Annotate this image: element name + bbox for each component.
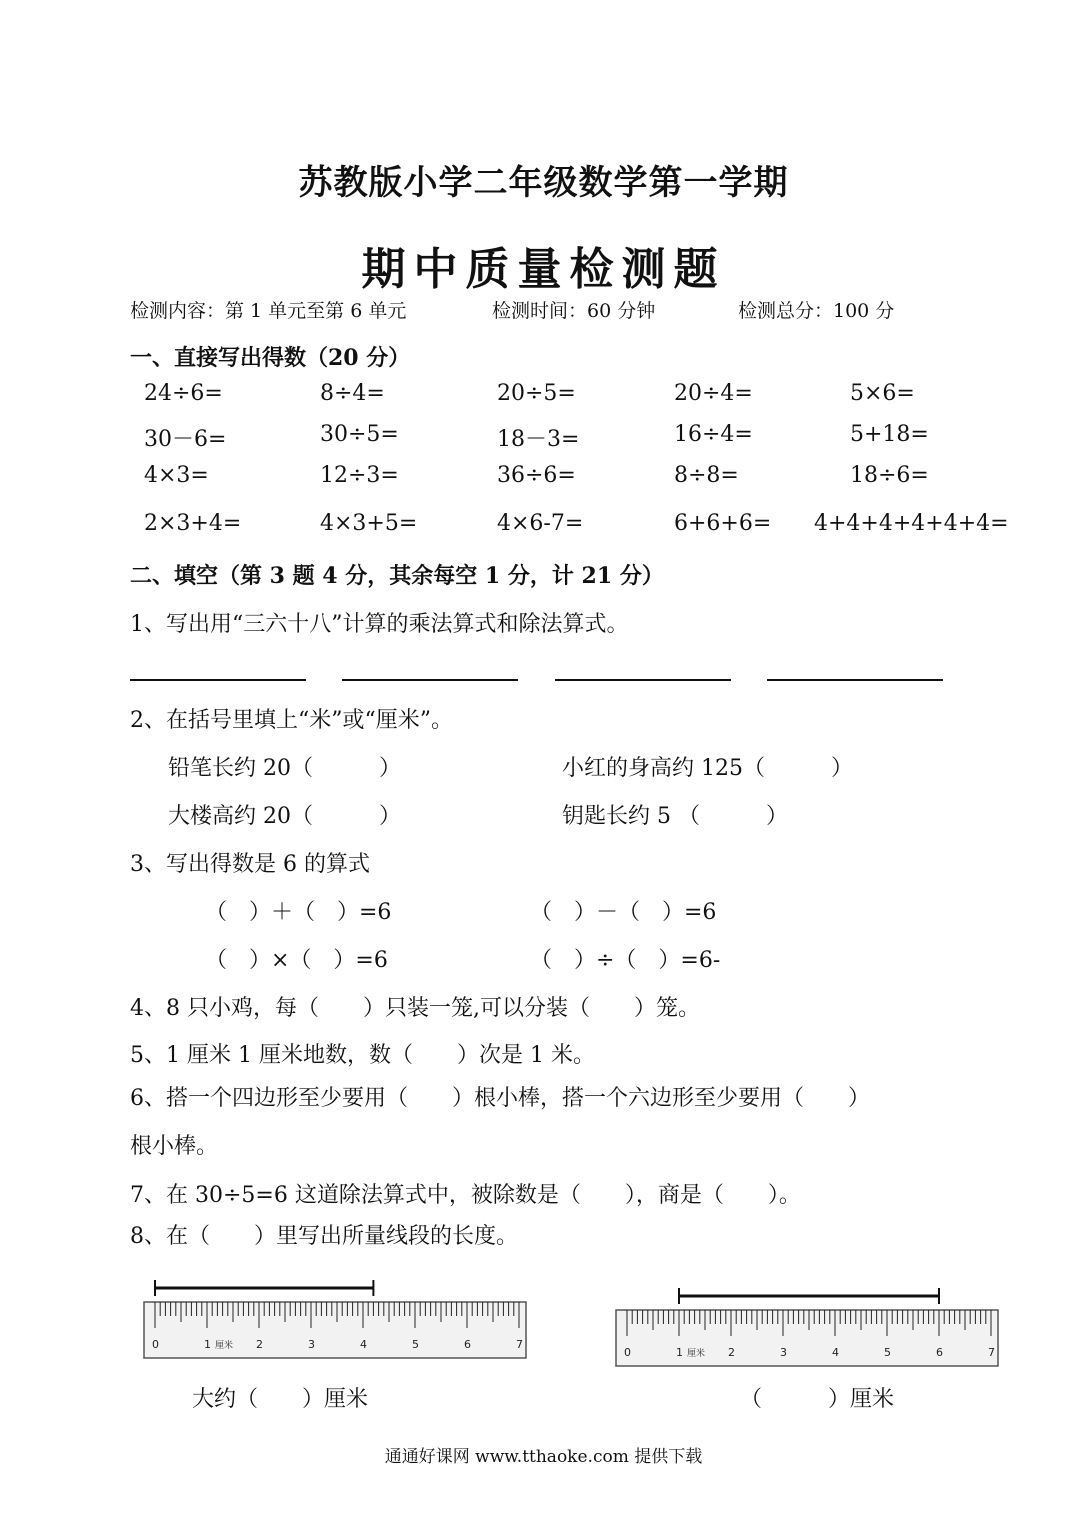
ruler-number-label: 1 [676, 1346, 683, 1359]
ruler-number-label: 5 [412, 1338, 419, 1351]
q2-item: 铅笔长约 20（ ） [168, 756, 401, 781]
ruler-number-label: 5 [884, 1346, 891, 1359]
answer-left: 大约（ ）厘米 [192, 1387, 369, 1412]
ruler-number-label: 4 [360, 1338, 367, 1351]
ruler-number-label: 0 [624, 1346, 631, 1359]
ruler-right [612, 1284, 1002, 1370]
question-8: 8、在（ ）里写出所量线段的长度。 [130, 1224, 518, 1249]
calc-item: 36÷6= [497, 463, 576, 488]
question-3: 3、写出得数是 6 的算式 [130, 852, 370, 877]
question-6-continued: 根小棒。 [130, 1134, 219, 1159]
q3-item: （ ）÷（ ）=6- [530, 948, 721, 973]
ruler-right-svg [612, 1284, 1002, 1370]
ruler-number-label: 7 [516, 1338, 523, 1351]
ruler-number-label: 6 [464, 1338, 471, 1351]
calc-item: 5+18= [850, 422, 929, 447]
test-time-info: 检测时间：60 分钟 [492, 300, 656, 322]
page-subtitle: 期中质量检测题 [361, 244, 726, 295]
page-title: 苏教版小学二年级数学第一学期 [298, 163, 789, 203]
calc-item: 20÷5= [497, 381, 576, 406]
answer-right: （ ）厘米 [740, 1387, 895, 1412]
answer-blank-line[interactable] [555, 679, 731, 681]
ruler-number-label: 4 [832, 1346, 839, 1359]
calc-item: 12÷3= [320, 463, 399, 488]
calc-item: 24÷6= [144, 381, 223, 406]
calc-item: 8÷4= [320, 381, 385, 406]
test-content-info: 检测内容：第 1 单元至第 6 单元 [130, 300, 407, 322]
ruler-number-label: 3 [308, 1338, 315, 1351]
section2-heading: 二、填空（第 3 题 4 分，其余每空 1 分，计 21 分） [130, 563, 664, 589]
ruler-unit-label: 厘米 [687, 1349, 706, 1359]
q2-item: 钥匙长约 5 （ ） [562, 804, 788, 829]
calc-item: 4+4+4+4+4+4= [814, 511, 1009, 536]
ruler-number-label: 7 [988, 1346, 995, 1359]
calc-item: 20÷4= [674, 381, 753, 406]
question-4: 4、8 只小鸡，每（ ）只装一笼,可以分装（ ）笼。 [130, 996, 700, 1021]
ruler-number-label: 0 [152, 1338, 159, 1351]
q2-item: 小红的身高约 125（ ） [562, 756, 853, 781]
ruler-number-label: 2 [728, 1346, 735, 1359]
calc-item: 4×6-7= [497, 511, 584, 536]
test-score-info: 检测总分：100 分 [738, 300, 895, 322]
ruler-unit-label: 厘米 [215, 1341, 234, 1351]
calc-item: 2×3+4= [144, 511, 242, 536]
q3-item: （ ）－（ ）=6 [530, 900, 717, 925]
ruler-number-label: 3 [780, 1346, 787, 1359]
answer-blank-line[interactable] [342, 679, 518, 681]
calc-item: 16÷4= [674, 422, 753, 447]
ruler-number-label: 6 [936, 1346, 943, 1359]
calc-item: 30－6= [144, 427, 227, 452]
calc-item: 8÷8= [674, 463, 739, 488]
calc-item: 4×3+5= [320, 511, 418, 536]
section1-heading: 一、直接写出得数（20 分） [130, 345, 411, 371]
question-5: 5、1 厘米 1 厘米地数，数（ ）次是 1 米。 [130, 1043, 595, 1068]
calc-item: 4×3= [144, 463, 209, 488]
q3-item: （ ）×（ ）=6 [205, 948, 388, 973]
ruler-number-label: 2 [256, 1338, 263, 1351]
calc-item: 6+6+6= [674, 511, 772, 536]
question-6: 6、搭一个四边形至少要用（ ）根小棒，搭一个六边形至少要用（ ） [130, 1086, 870, 1111]
ruler-left [140, 1276, 530, 1362]
answer-blank-line[interactable] [767, 679, 943, 681]
calc-item: 18÷6= [850, 463, 929, 488]
q3-item: （ ）＋（ ）=6 [205, 900, 392, 925]
question-1: 1、写出用“三六十八”计算的乘法算式和除法算式。 [130, 612, 629, 637]
ruler-left-svg [140, 1276, 530, 1362]
calc-item: 18－3= [497, 427, 580, 452]
q2-item: 大楼高约 20（ ） [168, 804, 401, 829]
footer-text: 通通好课网 www.tthaoke.com 提供下载 [384, 1447, 703, 1467]
calc-item: 30÷5= [320, 422, 399, 447]
calc-item: 5×6= [850, 381, 915, 406]
answer-blank-line[interactable] [130, 679, 306, 681]
ruler-number-label: 1 [204, 1338, 211, 1351]
question-2: 2、在括号里填上“米”或“厘米”。 [130, 708, 453, 733]
question-7: 7、在 30÷5=6 这道除法算式中，被除数是（ ），商是（ ）。 [130, 1183, 801, 1208]
